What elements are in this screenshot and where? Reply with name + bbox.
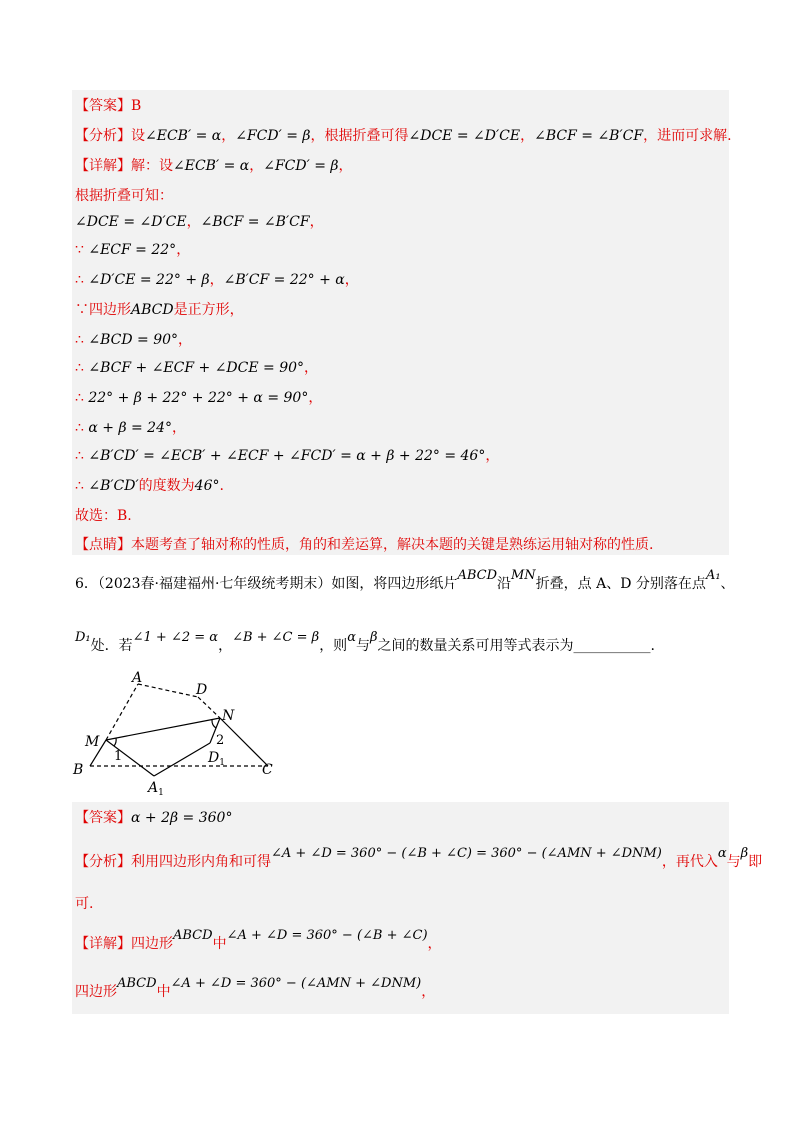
text: ， (309, 214, 324, 230)
formula: 22° + β + 22° + 22° + α = 90° (88, 390, 309, 406)
text: 四边形 (131, 936, 173, 952)
step-3 (75, 240, 190, 260)
text: 四边形 (89, 302, 131, 318)
text: . (650, 638, 655, 654)
label-D: D (196, 682, 208, 698)
formula: ∠ECF = 22° (88, 242, 177, 258)
step-2 (75, 212, 324, 232)
formula: D₁ (75, 630, 91, 645)
formula: α (347, 630, 356, 645)
formula: ABCD (173, 928, 213, 943)
text: 解：设 (131, 158, 173, 174)
formula: ∠DCE = ∠D′CE (408, 128, 521, 144)
text: 利用四边形内角和可得 (131, 854, 271, 870)
analysis-line (75, 126, 732, 146)
formula: ∠1 + ∠2 = α (132, 630, 219, 645)
text: ，再代入 (661, 854, 718, 870)
text: 是正方形， (173, 302, 244, 318)
formula: ∠BCF = ∠B′CF (534, 128, 644, 144)
text: 中 (156, 984, 171, 1000)
therefore-symbol: ∴ (75, 332, 89, 348)
angle-1-label: 1 (114, 749, 123, 764)
therefore-symbol: ∴ (75, 448, 89, 464)
answer-tag: 【答案】 (75, 98, 131, 114)
therefore-symbol: ∴ (75, 478, 89, 494)
formula: ∠A + ∠D = 360° − (∠B + ∠C) (226, 928, 428, 943)
label-N: N (222, 708, 235, 724)
text: 折叠，点 A、D 分别落在点 (535, 576, 706, 592)
formula: ABCD (117, 976, 157, 991)
label-B: B (73, 762, 84, 778)
choice-line: 故选：B. (75, 508, 132, 524)
detail-line (75, 156, 353, 176)
step-1: 根据折叠可知： (75, 188, 173, 204)
question-line-2 (75, 630, 655, 657)
text: 的度数为 (138, 478, 195, 494)
label-D1: $D_1$ (208, 750, 225, 768)
formula: ∠D′CE = 22° + β (88, 272, 210, 288)
angle-1-arc (114, 738, 116, 746)
text: 中 (212, 936, 227, 952)
formula: α + 2β = 360° (131, 810, 233, 826)
dashed-edge-AD (138, 684, 198, 697)
text: ， (209, 272, 224, 288)
text: ， (485, 448, 500, 464)
text: ，根据折叠可得 (310, 128, 409, 144)
text: ， (520, 128, 535, 144)
text: ， (344, 272, 359, 288)
answer-line-2 (75, 808, 232, 828)
text: ， (218, 638, 233, 654)
step-6 (75, 330, 192, 350)
angle-2-label: 2 (216, 733, 225, 748)
answer-value: B (131, 98, 142, 114)
text: 、 (720, 576, 735, 592)
text: ， (171, 420, 186, 436)
answer-line (75, 96, 141, 116)
because-symbol: ∵ (75, 302, 89, 318)
text: 与 (726, 854, 741, 870)
label-M: M (85, 734, 100, 750)
step-10 (75, 446, 499, 466)
therefore-symbol: ∴ (75, 360, 89, 376)
label-A1: $A_1$ (148, 780, 164, 798)
formula: ∠ECB′ = α (145, 128, 222, 144)
text: ，则 (319, 638, 348, 654)
edge-NC (220, 718, 268, 766)
answer-tag: 【答案】 (75, 810, 131, 826)
step-7 (75, 358, 318, 378)
therefore-symbol: ∴ (75, 272, 89, 288)
formula: ∠FCD′ = β (235, 128, 311, 144)
tip-line (75, 535, 653, 555)
question-line-1 (75, 568, 735, 595)
formula: ∠BCF = ∠B′CF (200, 214, 310, 230)
text: 即 (748, 854, 763, 870)
text: ， (176, 242, 191, 258)
analysis-tag: 【分析】 (75, 854, 131, 870)
formula: ABCD (457, 568, 497, 583)
formula: 46° (194, 478, 220, 494)
formula: ∠BCD = 90° (88, 332, 179, 348)
text: 四边形 (75, 984, 117, 1000)
dashed-edge-DN (198, 697, 220, 718)
question-text: 6．（2023春·福建福州·七年级统考期末）如图，将四边形纸片 (75, 576, 458, 592)
text: ， (186, 214, 201, 230)
text: ， (249, 158, 264, 174)
label-C: C (262, 762, 273, 778)
analysis-line-2 (75, 846, 763, 873)
text: 与 (355, 638, 370, 654)
detail-line-2b (75, 976, 436, 1003)
text: 设 (131, 128, 145, 144)
formula: ∠B + ∠C = β (232, 630, 320, 645)
text: 处．若 (90, 638, 133, 654)
step-5 (75, 300, 244, 320)
text: ， (304, 360, 319, 376)
edge-A1D1 (154, 743, 210, 776)
formula: MN (511, 568, 536, 583)
therefore-symbol: ∴ (75, 390, 89, 406)
text: ，进而可求解. (643, 128, 732, 144)
step-9 (75, 418, 186, 438)
analysis-line-2-cont: 可. (75, 896, 94, 912)
formula: α + β = 24° (88, 420, 172, 436)
step-4 (75, 270, 359, 290)
text: . (219, 478, 224, 494)
answer-blank: ___________ (573, 638, 651, 654)
text: ， (338, 158, 353, 174)
detail-tag: 【详解】 (75, 936, 131, 952)
formula: ∠B′CD′ = ∠ECB′ + ∠ECF + ∠FCD′ = α + β + 22° = 46° (88, 448, 486, 464)
text: ， (178, 332, 193, 348)
formula: A₁ (705, 568, 721, 583)
text: ， (427, 936, 442, 952)
text: 之间的数量关系可用等式表示为 (377, 638, 574, 654)
formula: ∠DCE = ∠D′CE (75, 214, 187, 230)
analysis-tag: 【分析】 (75, 128, 131, 144)
because-symbol: ∵ (75, 242, 89, 258)
formula: ∠FCD′ = β (263, 158, 339, 174)
angle-2-arc (212, 720, 216, 728)
dashed-edge-MA (106, 684, 138, 740)
detail-tag: 【详解】 (75, 158, 131, 174)
tip-tag: 【点睛】 (75, 537, 131, 553)
text: ， (221, 128, 236, 144)
therefore-symbol: ∴ (75, 420, 89, 436)
formula: ∠ECB′ = α (173, 158, 250, 174)
tip-text: 本题考查了轴对称的性质，角的和差运算，解决本题的关键是熟练运用轴对称的性质. (131, 537, 654, 553)
step-8 (75, 388, 322, 408)
formula: ∠BCF + ∠ECF + ∠DCE = 90° (88, 360, 305, 376)
formula: ∠B′CD′ (88, 478, 139, 494)
formula: ∠B′CF = 22° + α (223, 272, 345, 288)
step-11 (75, 476, 224, 496)
formula: ∠A + ∠D = 360° − (∠B + ∠C) = 360° − (∠AMN + ∠DNM) (271, 846, 662, 861)
formula: β (369, 630, 378, 645)
folded-quadrilateral-figure (70, 668, 290, 798)
detail-line-2 (75, 928, 442, 955)
formula: α (717, 846, 727, 861)
text: ， (308, 390, 323, 406)
formula: ∠A + ∠D = 360° − (∠AMN + ∠DNM) (170, 976, 422, 991)
formula: ABCD (131, 302, 174, 318)
text: 沿 (497, 576, 511, 592)
text: ， (421, 984, 436, 1000)
fold-line-MN (106, 718, 220, 740)
formula: β (740, 846, 749, 861)
label-A: A (132, 670, 143, 686)
